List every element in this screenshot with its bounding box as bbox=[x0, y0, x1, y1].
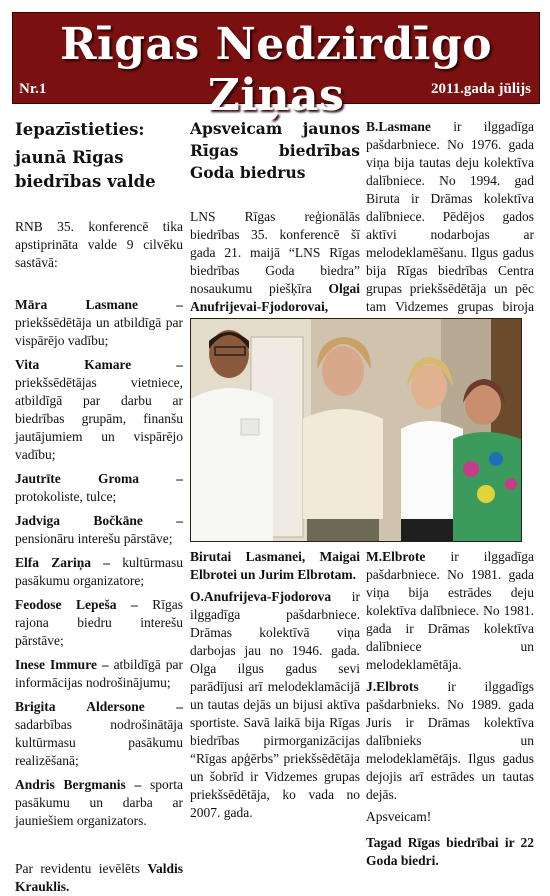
member-name: Andris Bergmanis – bbox=[15, 777, 142, 792]
member-role: protokoliste, tulce; bbox=[15, 489, 117, 504]
board-member bbox=[15, 296, 183, 350]
member-role: priekšsēdētāja un atbildīgā par vispārējo vadību; bbox=[15, 315, 183, 348]
honorary-article-intro bbox=[190, 208, 360, 316]
board-article bbox=[15, 118, 183, 896]
issue-date: 2011.gada jūlijs bbox=[430, 81, 531, 97]
masthead bbox=[12, 12, 540, 121]
member-role: sadarbības nodrošinātāja kultūrmasu pasākumu realizēšanā; bbox=[15, 717, 183, 768]
member-name: Brigita Aldersone – bbox=[15, 699, 183, 714]
newspaper-title: Rīgas Nedzirdīgo Ziņas bbox=[59, 19, 493, 121]
lasmane-bio bbox=[366, 118, 534, 334]
member-name: Jadviga Bočkāne – bbox=[15, 513, 183, 528]
board-article-kicker: Iepazīstieties: bbox=[15, 120, 145, 139]
honorary-article-title: Apsveicam jaunos Rīgas biedrības Goda biedrus bbox=[190, 119, 360, 182]
board-article-title: jaunā Rīgas biedrības valde bbox=[15, 148, 156, 191]
elbrote-text: ir ilggadīga pašdarbniece. No 1981. gada viņa bija estrādes deju kolektīva dalībniece. No 1981. gada ir Drāmas kolektīva dalībniece un melodeklamētāja. bbox=[366, 549, 534, 672]
member-name: Vita Kamare – bbox=[15, 357, 183, 372]
board-member bbox=[15, 512, 183, 548]
board-member bbox=[15, 596, 183, 650]
congratulations: Apsveicam! bbox=[366, 809, 432, 824]
elbrote-name: M.Elbrote bbox=[366, 549, 426, 564]
board-member bbox=[15, 554, 183, 590]
member-role: priekšsēdētājas vietniece, atbildīgā par darbu ar biedrības grupām, finanšu jautājumiem un vispārējo vadību; bbox=[15, 375, 183, 462]
honorary-count-bold: Tagad Rīgas biedrībai ir 22 Goda biedri. bbox=[366, 835, 534, 868]
member-name: Elfa Zariņa – bbox=[15, 555, 110, 570]
honorary-article bbox=[190, 118, 360, 316]
auditor-text: Par revidentu ievēlēts bbox=[15, 861, 148, 876]
board-member bbox=[15, 698, 183, 770]
member-role: pensionāru interešu pārstāve; bbox=[15, 531, 173, 546]
member-role: atbildīgā par informācijas nodrošinājumu; bbox=[15, 657, 183, 690]
group-photo bbox=[190, 318, 522, 542]
honorary-count bbox=[366, 834, 534, 870]
member-name: Jautrīte Groma – bbox=[15, 471, 183, 486]
member-role: kultūrmasu pasākumu organizatore; bbox=[15, 555, 183, 588]
lasmane-text: ir ilggadīga pašdarbniece. No 1976. gada viņa bija tautas deju kolektīva dalībniece. No 1994. gad Biruta ir Drāmas kolektīva dalībniece. Pēdējos gados aktīvi nodarbojas ar melodeklamēšanu. Ilgus gadus bija Rīgas biedrības Centra grupas priekšsēdētāja un pēc tam Vidzemes grupas biroja bbox=[366, 119, 534, 314]
intro-name: Olgai Anufrijevai-Fjodorovai, bbox=[190, 281, 360, 314]
member-name: Inese Immure – bbox=[15, 657, 109, 672]
lasmane-paragraph bbox=[366, 118, 534, 334]
honorary-article-continued bbox=[190, 548, 360, 822]
honorary-names bbox=[190, 548, 360, 584]
board-article-intro: RNB 35. konferencē tika apstiprināta valde 9 cilvēku sastāvā: bbox=[15, 219, 183, 270]
honorary-names-bold: Birutai Lasmanei, Maigai Elbrotei un Jurim Elbrotam. bbox=[190, 549, 360, 582]
auditor-paragraph bbox=[15, 860, 183, 896]
auditor-name: Valdis Krauklis. bbox=[15, 861, 183, 894]
board-member bbox=[15, 776, 183, 830]
elbrots-name: J.Elbrots bbox=[366, 679, 419, 694]
anufrijeva-text: ir ilggadīga pašdarbniece. Drāmas kolektīvā viņa darbojas jau no 1946. gada. Olga ilgus gadus sevi parādījusi arī melodeklamācijā un tautas dejās un bijusi aktīva sportiste. Savā laikā bija Rīgas biedrības pirmorganizācijas “Rīgas apģērbs” priekšsēdētāja un šobrīd ir Vidzemes grupas priekšsēdētāja, ko vada no 2007. gada. bbox=[190, 589, 360, 820]
anufrijeva-name: O.Anufrijeva-Fjodorova bbox=[190, 589, 332, 604]
member-role: sporta pasākumu un darba ar jauniešiem organizators. bbox=[15, 777, 183, 828]
elbrots-paragraph bbox=[366, 678, 534, 804]
elbrot-bios bbox=[366, 548, 534, 870]
board-member bbox=[15, 656, 183, 692]
board-member bbox=[15, 470, 183, 506]
member-name: Māra Lasmane – bbox=[15, 297, 183, 312]
issue-number: Nr.1 bbox=[19, 81, 47, 97]
board-member bbox=[15, 356, 183, 464]
elbrote-paragraph bbox=[366, 548, 534, 674]
member-role: Rīgas rajona biedru interešu pārstāve; bbox=[15, 597, 183, 648]
intro-text: LNS Rīgas reģionālās biedrības 35. konferencē šī gada 21. maijā “LNS Rīgas biedrības Goda biedra” nosaukumu piešķīra bbox=[190, 209, 360, 296]
lasmane-name: B.Lasmane bbox=[366, 119, 431, 134]
elbrots-text: ir ilggadīgs pašdarbnieks. No 1989. gada Juris ir Drāmas kolektīva dalībnieks un melodeklamētājs. Ilgus gadus dejojis arī estrādes un tautas dejās. bbox=[366, 679, 534, 802]
board-member-list bbox=[15, 296, 183, 830]
anufrijeva-paragraph bbox=[190, 588, 360, 822]
member-name: Feodose Lepeša – bbox=[15, 597, 138, 612]
